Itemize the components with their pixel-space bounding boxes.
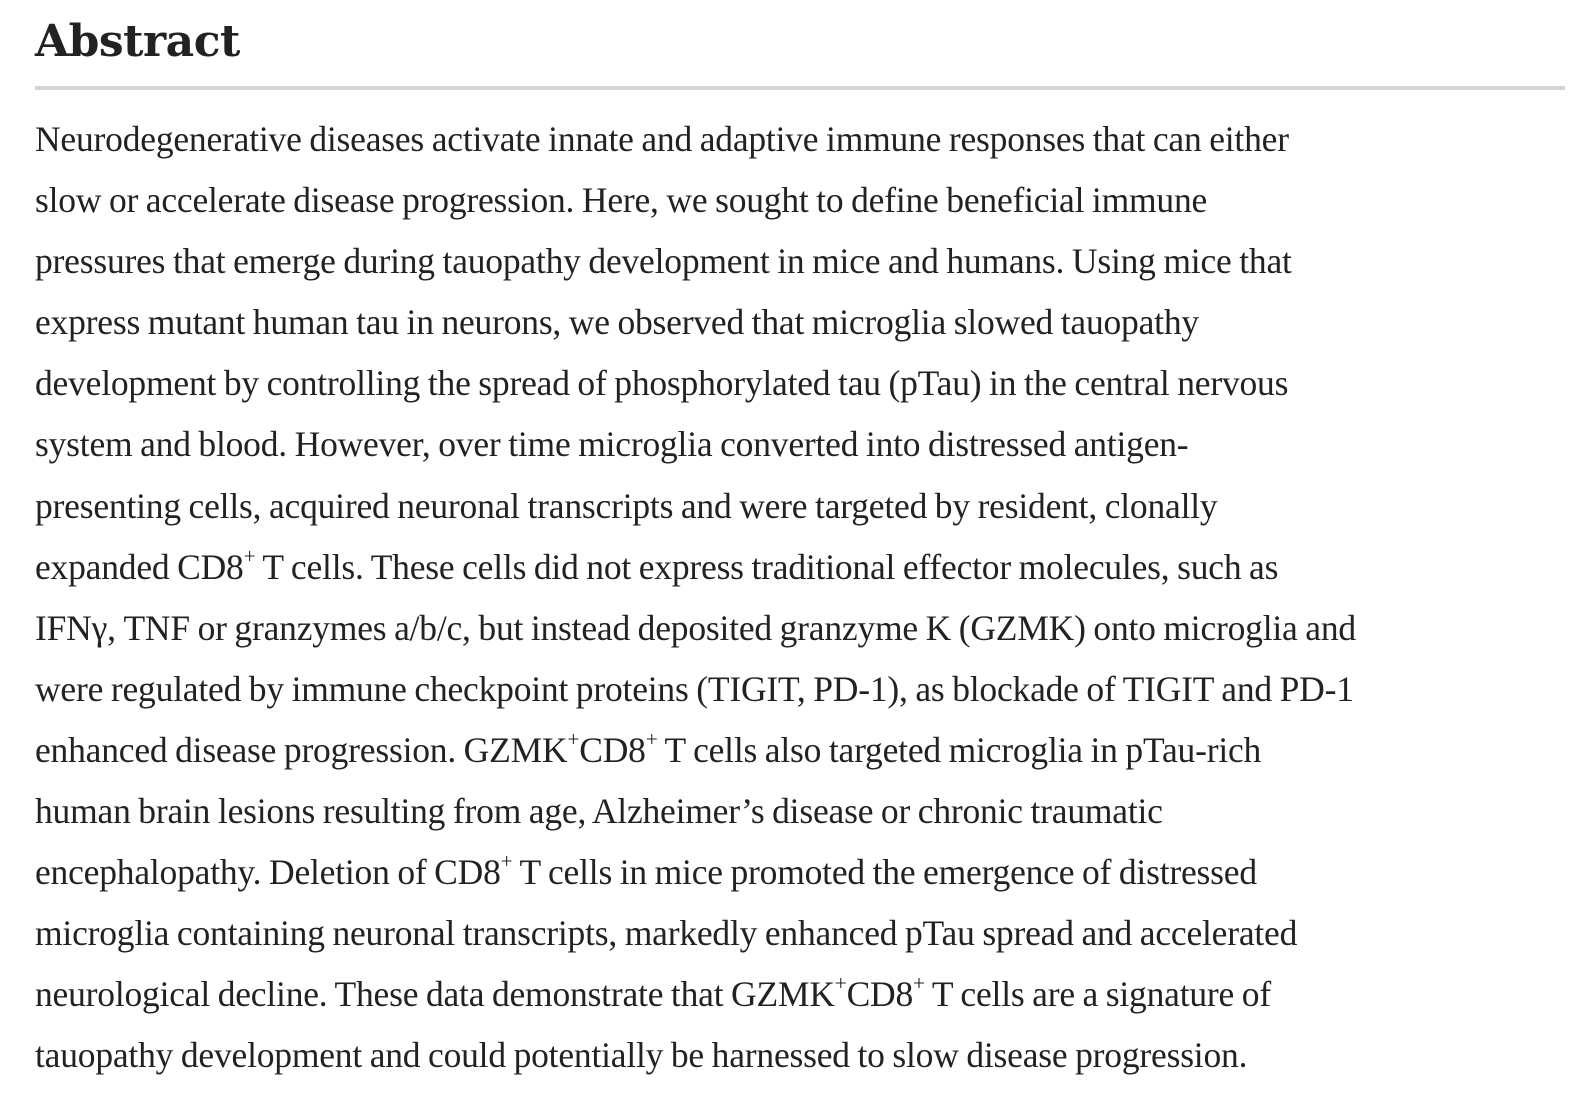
abstract-line: development by controlling the spread of phosphorylated tau (pTau) in the central nervous bbox=[35, 363, 1289, 404]
abstract-line: were regulated by immune checkpoint proteins (TIGIT, PD-1), as blockade of TIGIT and PD-1 bbox=[35, 668, 1354, 709]
abstract-line: slow or accelerate disease progression. Here, we sought to define beneficial immune bbox=[35, 180, 1208, 221]
abstract-body bbox=[35, 109, 1565, 1087]
abstract-line: neurological decline. These data demonstrate that GZMK+CD8+ T cells are a signature of bbox=[35, 971, 1271, 1015]
abstract-line: express mutant human tau in neurons, we observed that microglia slowed tauopathy bbox=[35, 302, 1199, 343]
abstract-line: human brain lesions resulting from age, Alzheimer’s disease or chronic traumatic bbox=[35, 791, 1163, 832]
abstract-heading: Abstract bbox=[35, 16, 240, 67]
superscript-plus: + bbox=[567, 726, 580, 751]
abstract-line: Neurodegenerative diseases activate innate and adaptive immune responses that can either bbox=[35, 119, 1289, 159]
heading-divider bbox=[35, 86, 1565, 90]
abstract-line: pressures that emerge during tauopathy development in mice and humans. Using mice that bbox=[35, 241, 1292, 282]
abstract-line: presenting cells, acquired neuronal transcripts and were targeted by resident, clonally bbox=[35, 485, 1218, 526]
abstract-line: microglia containing neuronal transcripts, markedly enhanced pTau spread and accelerated bbox=[35, 913, 1298, 954]
abstract-line: expanded CD8+ T cells. These cells did not express traditional effector molecules, such as bbox=[35, 543, 1279, 587]
superscript-plus: + bbox=[243, 543, 256, 568]
abstract-line: IFNγ, TNF or granzymes a/b/c, but instead deposited granzyme K (GZMK) onto microglia and bbox=[35, 607, 1356, 648]
superscript-plus: + bbox=[645, 726, 658, 751]
abstract-line: tauopathy development and could potentially be harnessed to slow disease progression. bbox=[35, 1035, 1248, 1076]
abstract-line: enhanced disease progression. GZMK+CD8+ T cells also targeted microglia in pTau-rich bbox=[35, 726, 1262, 770]
superscript-plus: + bbox=[913, 971, 925, 996]
abstract-line: encephalopathy. Deletion of CD8+ T cells in mice promoted the emergence of distressed bbox=[35, 849, 1257, 893]
abstract-section bbox=[35, 0, 1565, 1087]
superscript-plus: + bbox=[500, 849, 513, 874]
abstract-line: system and blood. However, over time microglia converted into distressed antigen- bbox=[35, 424, 1189, 465]
superscript-plus: + bbox=[834, 971, 847, 996]
